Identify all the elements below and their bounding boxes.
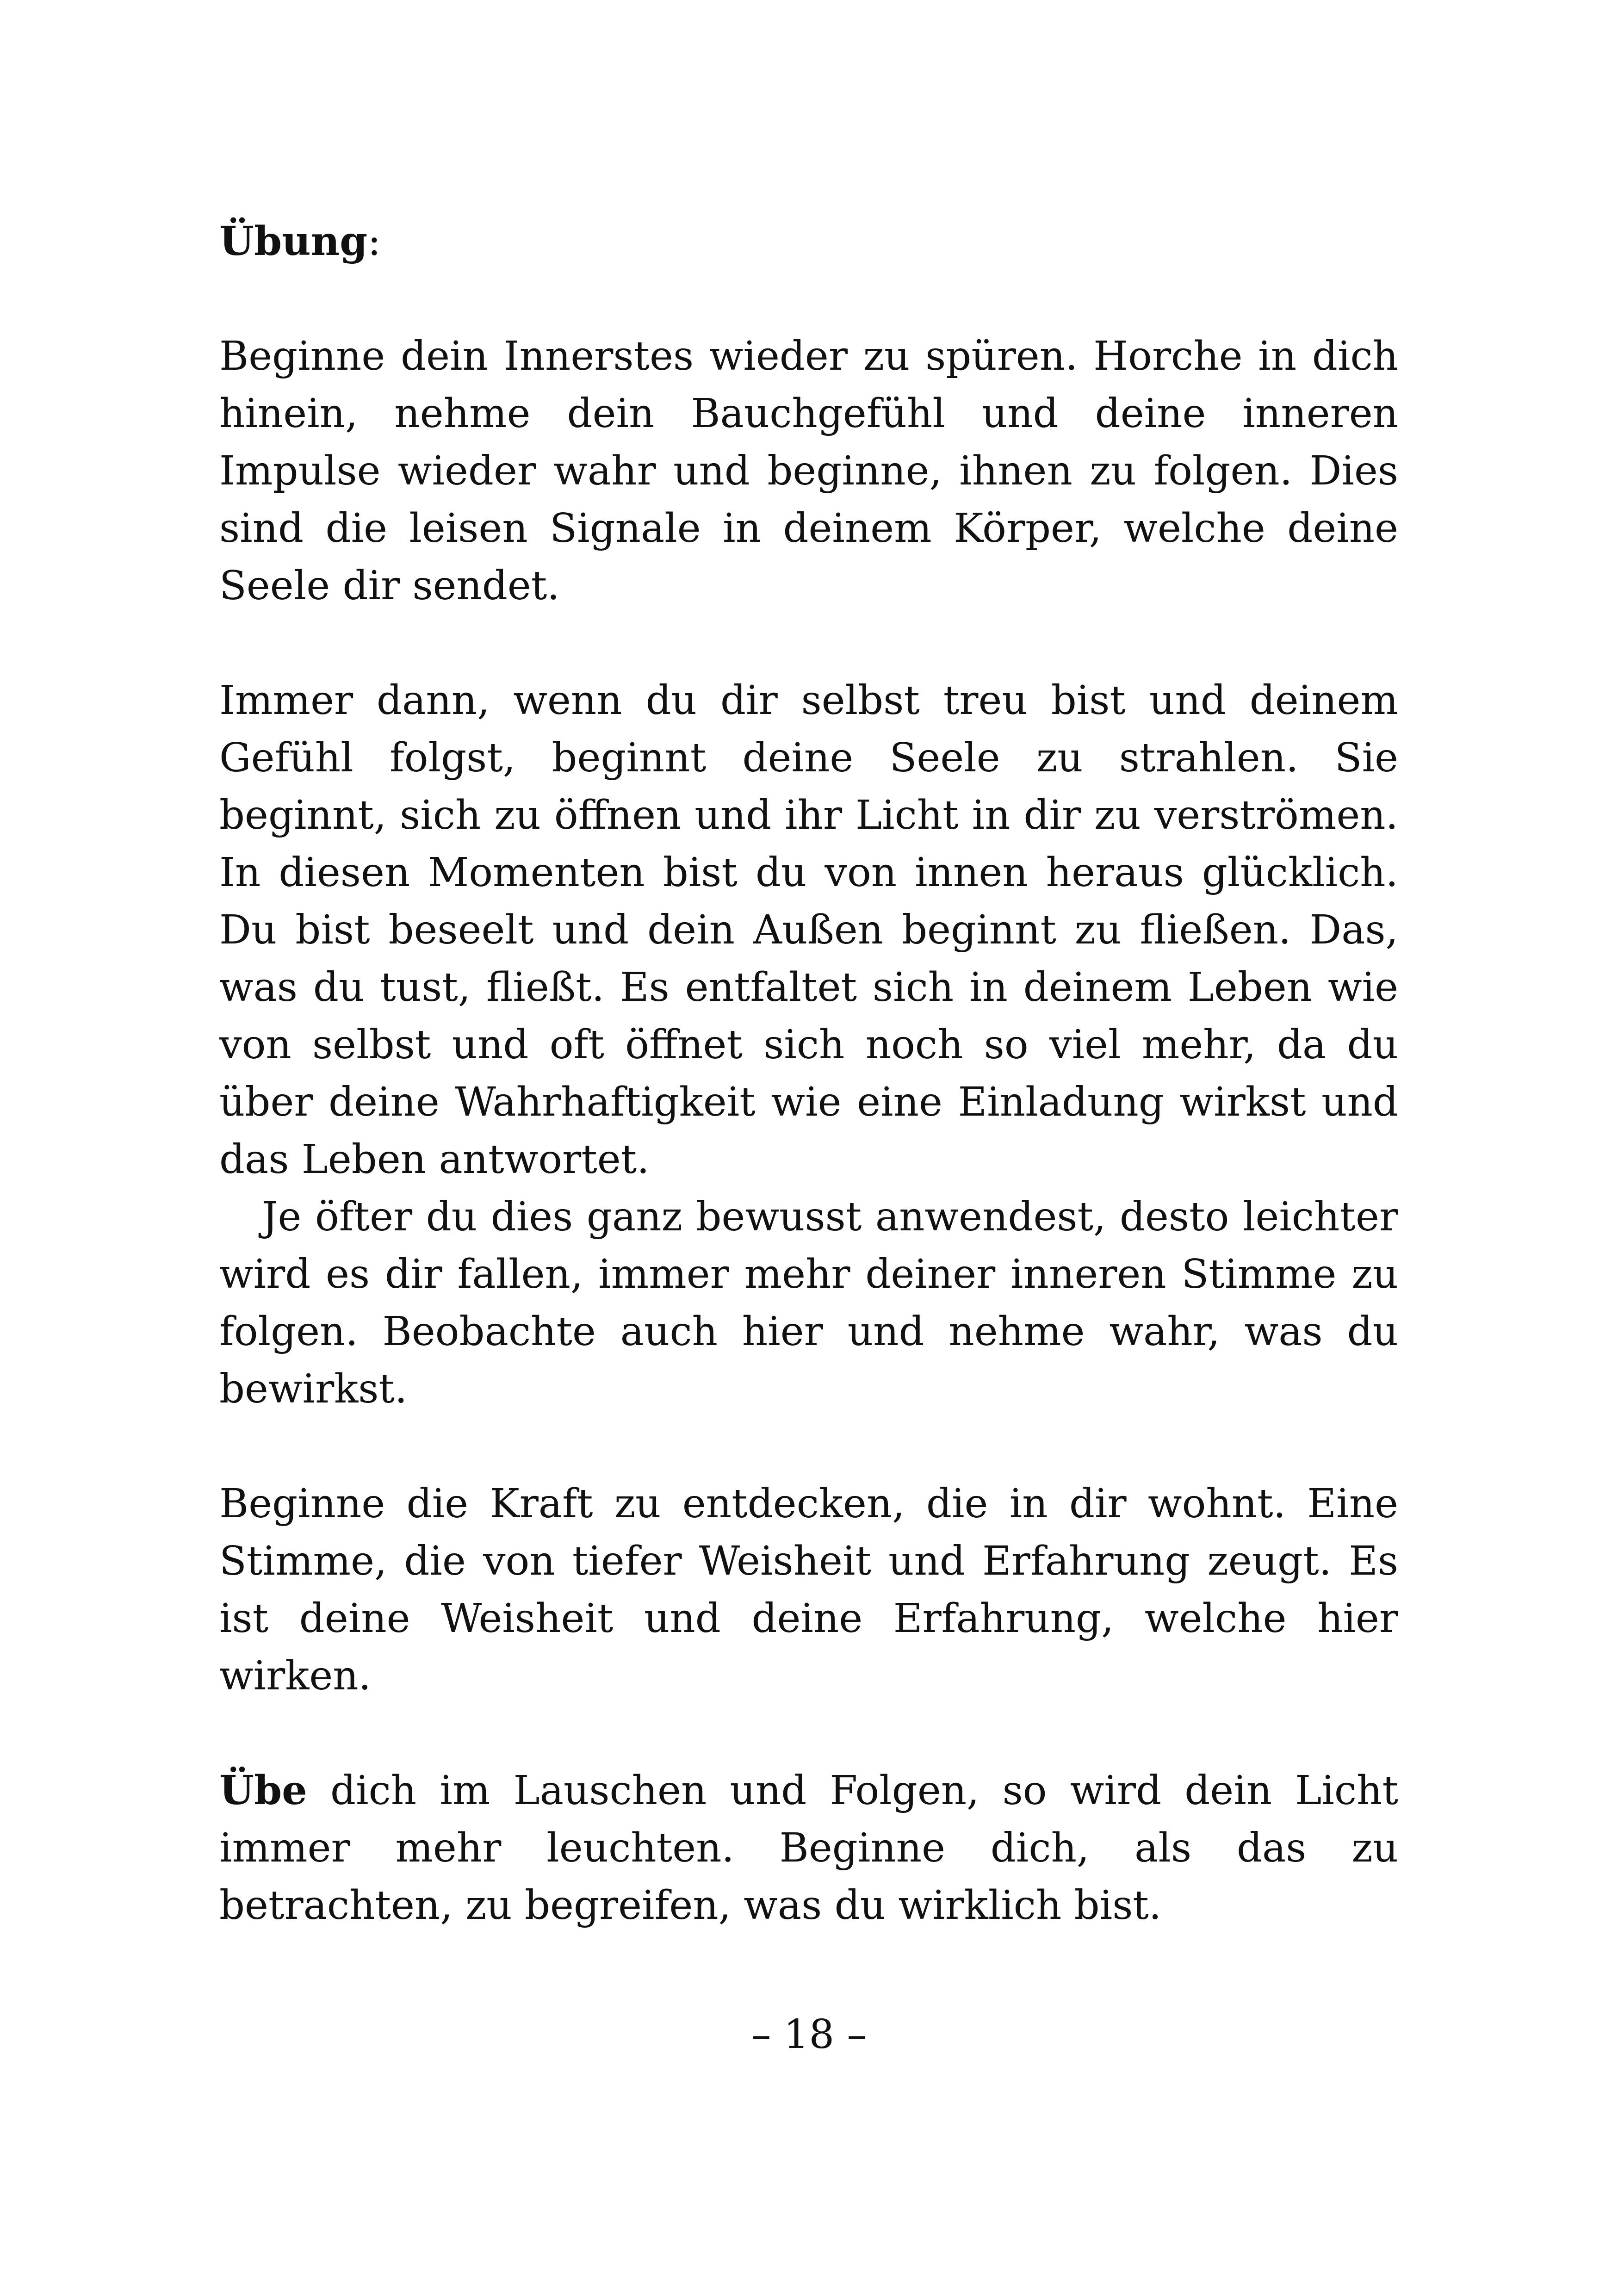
paragraph-5-text: dich im Lauschen und Folgen, so wird dein Licht immer mehr leuchten. Beginne dich, als das zu betrachten, zu begreifen, was du wirklich bist. [219, 1768, 1398, 1929]
paragraph-3 [219, 1188, 1398, 1418]
exercise-heading [219, 213, 1398, 270]
exercise-heading-bold: Übung [219, 218, 368, 265]
body-text [219, 213, 1398, 1934]
paragraph-1-text: Beginne dein Innerstes wieder zu spüren. Horche in dich hinein, nehme dein Bauchgefühl und deine inneren Impulse wieder wahr und beginne, ihnen zu folgen. Dies sind die leisen Signale in deinem Körper, welche deine Seele dir sendet. [219, 333, 1398, 609]
paragraph-2-text: Immer dann, wenn du dir selbst treu bist und deinem Gefühl folgst, beginnt deine Seele zu strahlen. Sie beginnt, sich zu öffnen und ihr Licht in dir zu verströmen. In diesen Momenten bist du von innen heraus glücklich. Du bist beseelt und dein Außen beginnt zu fließen. Das, was du tust, fließt. Es entfaltet sich in deinem Leben wie von selbst und oft öffnet sich noch so viel mehr, da du über deine Wahrhaftigkeit wie eine Einladung wirkst und das Leben antwortet. [219, 677, 1398, 1183]
paragraph-2 [219, 672, 1398, 1188]
paragraph-3-text: Je öfter du dies ganz bewusst anwendest, desto leichter wird es dir fallen, immer mehr deiner inneren Stimme zu folgen. Beobachte auch hier und nehme wahr, was du bewirkst. [219, 1194, 1398, 1412]
paragraph-4 [219, 1475, 1398, 1705]
exercise-heading-colon: : [367, 218, 381, 265]
page-number: – 18 – [751, 2011, 867, 2058]
paragraph-4-text: Beginne die Kraft zu entdecken, die in dir wohnt. Eine Stimme, die von tiefer Weisheit und Erfahrung zeugt. Es ist deine Weisheit und deine Erfahrung, welche hier wirken. [219, 1481, 1398, 1699]
paragraph-5 [219, 1762, 1398, 1934]
paragraph-1 [219, 328, 1398, 614]
paragraph-5-lead: Übe [219, 1767, 307, 1814]
